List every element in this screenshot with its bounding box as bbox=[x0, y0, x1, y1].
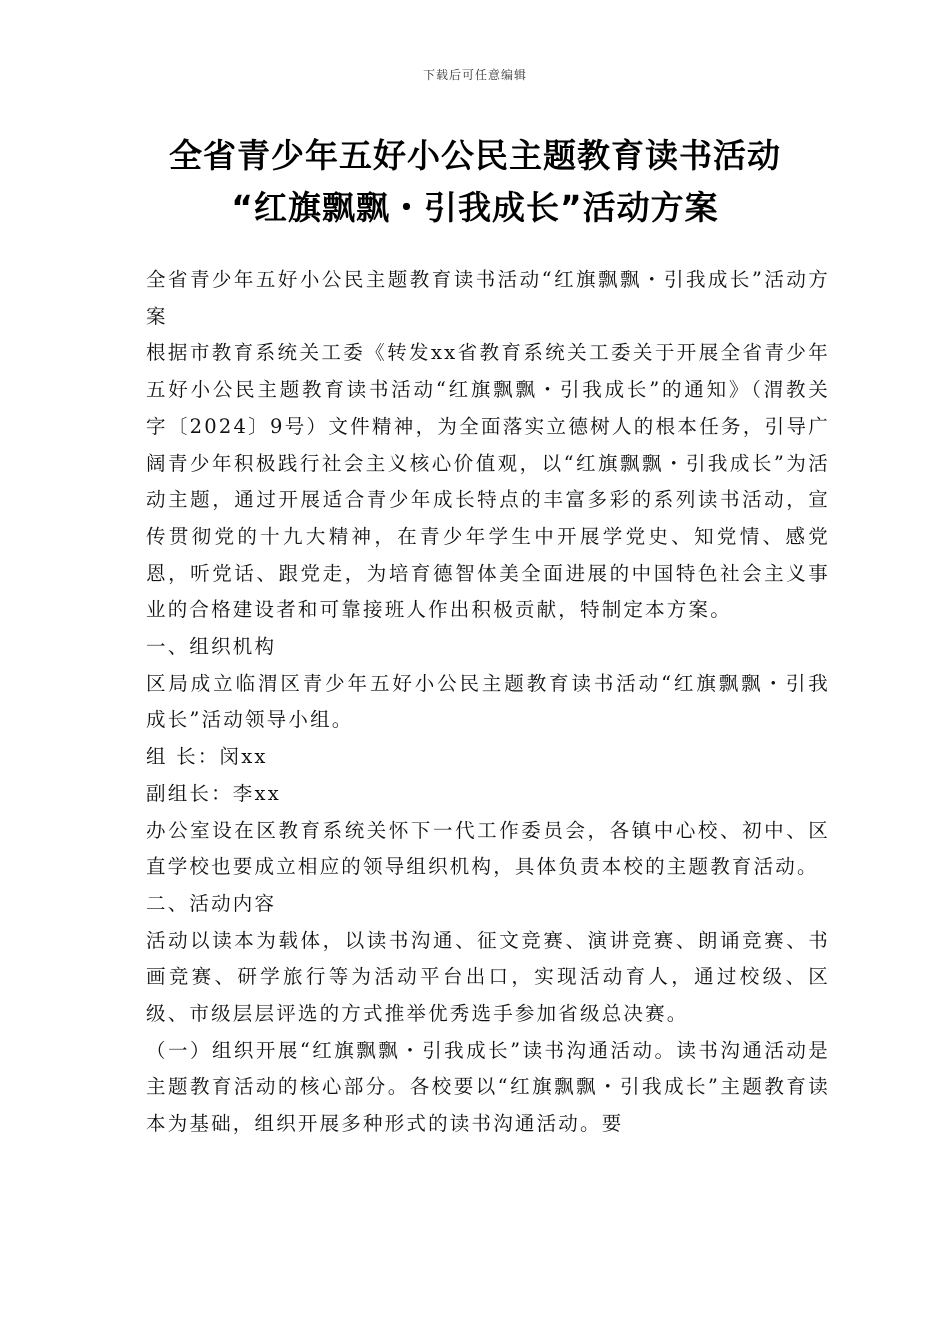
title-line-2: “红旗飘飘・引我成长”活动方案 bbox=[231, 188, 719, 227]
paragraph-intro: 根据市教育系统关工委《转发xx省教育系统关工委关于开展全省青少年五好小公民主题教育读书活动“红旗飘飘・引我成长”的通知》（渭教关字〔2024〕9号）文件精神，为全面落实立德树人的根本任务，引导广阔青少年积极践行社会主义核心价值观，以“红旗飘飘・引我成长”为活动主题，通过开展适合青少年成长特点的丰富多彩的系列读书活动，宣传贯彻党的十九大精神，在青少年学生中开展学党史、知党情、感党恩，听党话、跟党走，为培育德智体美全面进展的中国特色社会主义事业的合格建设者和可靠接班人作出积极贡献，特制定本方案。 bbox=[146, 341, 830, 622]
paragraph-group-leader: 组 长：闵xx bbox=[146, 745, 268, 769]
paragraph-reading-exchange: （一）组织开展“红旗飘飘・引我成长”读书沟通活动。读书沟通活动是主题教育活动的核心部分。各校要以“红旗飘飘・引我成长”主题教育读本为基础，组织开展多种形式的读书沟通活动。要 bbox=[146, 1038, 830, 1136]
paragraph-subtitle: 全省青少年五好小公民主题教育读书活动“红旗飘飘・引我成长”活动方案 bbox=[146, 268, 830, 328]
paragraph-leadership-group: 区局成立临渭区青少年五好小公民主题教育读书活动“红旗飘飘・引我成长”活动领导小组。 bbox=[146, 671, 830, 732]
section-heading-organization: 一、组织机构 bbox=[146, 635, 277, 659]
paragraph-deputy-leader: 副组长：李xx bbox=[146, 781, 281, 805]
document-body bbox=[146, 262, 830, 1143]
paragraph-activities-overview: 活动以读本为载体，以读书沟通、征文竞赛、演讲竞赛、朗诵竞赛、书画竞赛、研学旅行等为活动平台出口，实现活动育人，通过校级、区级、市级层层评选的方式推举优秀选手参加省级总决赛。 bbox=[146, 928, 830, 1026]
document-title bbox=[60, 130, 890, 234]
section-heading-activities: 二、活动内容 bbox=[146, 891, 277, 915]
header-note: 下载后可任意编辑 bbox=[422, 68, 527, 82]
paragraph-office: 办公室设在区教育系统关怀下一代工作委员会，各镇中心校、初中、区直学校也要成立相应的领导组织机构，具体负责本校的主题教育活动。 bbox=[146, 818, 830, 879]
title-line-1: 全省青少年五好小公民主题教育读书活动 bbox=[169, 136, 781, 175]
